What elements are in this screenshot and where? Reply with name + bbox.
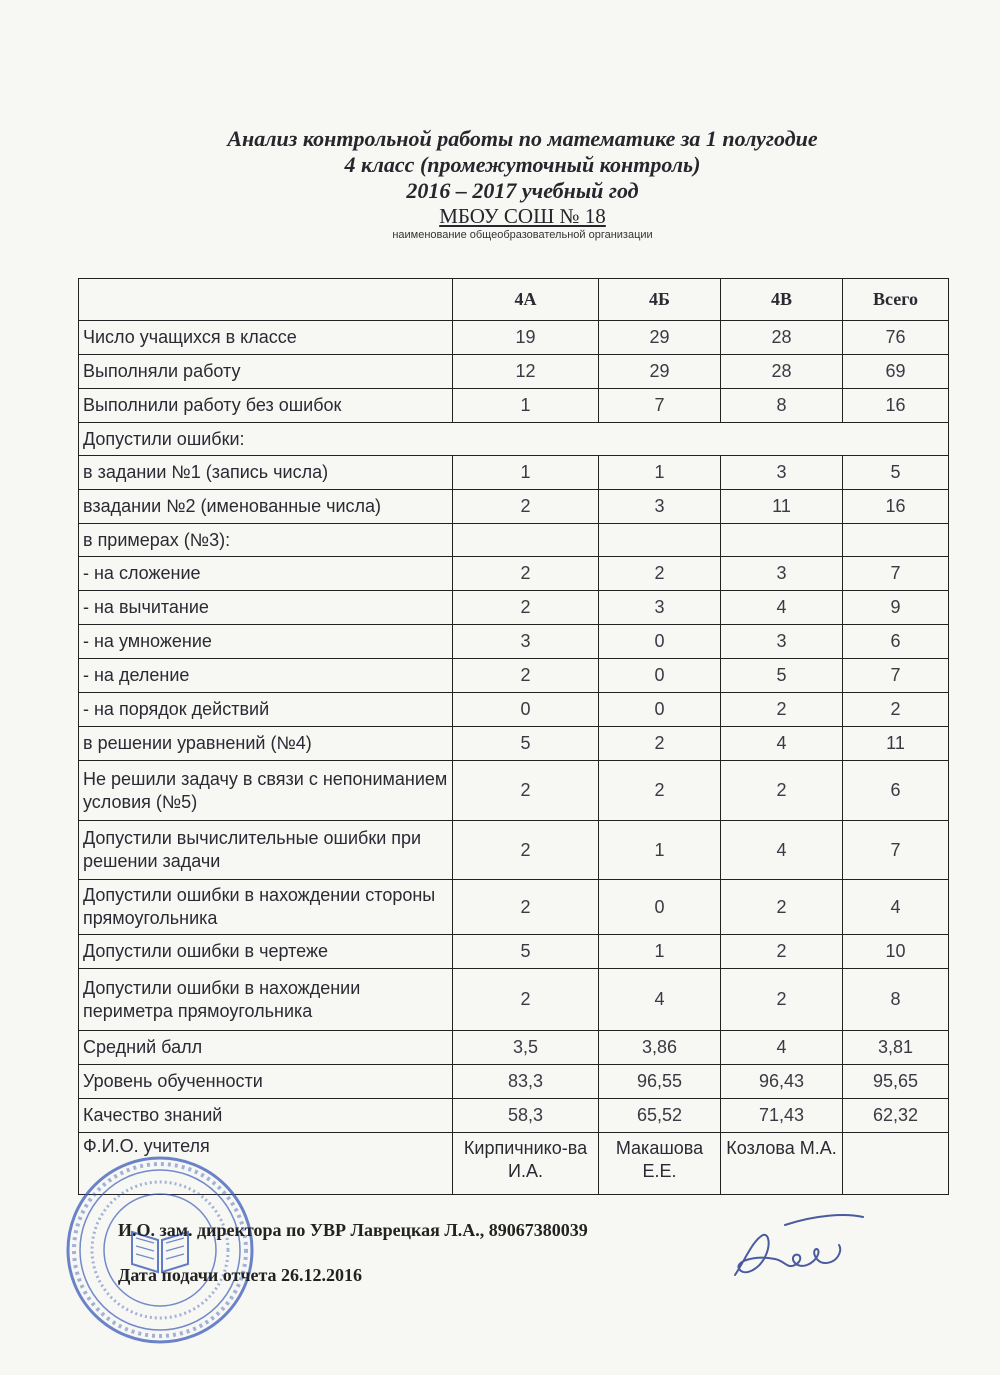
table-cell: 29: [599, 355, 721, 389]
table-cell: 2: [599, 761, 721, 821]
table-cell: 2: [453, 490, 599, 524]
table-cell: 1: [599, 821, 721, 880]
table-cell: 7: [843, 557, 949, 591]
table-cell: 2: [453, 880, 599, 935]
table-row: [79, 727, 949, 761]
table-cell: 3,5: [453, 1031, 599, 1065]
table-cell: 1: [453, 389, 599, 423]
row-label: - на вычитание: [79, 591, 453, 625]
row-label: Допустили ошибки в нахождении периметра прямоугольника: [79, 969, 453, 1031]
row-label: в примерах (№3):: [79, 524, 453, 557]
teacher-name: [843, 1133, 949, 1195]
table-header-row: [79, 279, 949, 321]
table-cell: 2: [843, 693, 949, 727]
row-label: Допустили вычислительные ошибки при решении задачи: [79, 821, 453, 880]
row-label: Допустили ошибки в чертеже: [79, 935, 453, 969]
table-row: [79, 591, 949, 625]
school-year: 2016 – 2017 учебный год: [406, 178, 639, 203]
table-cell: 8: [721, 389, 843, 423]
table-cell: 83,3: [453, 1065, 599, 1099]
table-cell: 2: [599, 727, 721, 761]
teacher-name: Макашова Е.Е.: [599, 1133, 721, 1195]
table-cell: 11: [721, 490, 843, 524]
table-cell: 28: [721, 355, 843, 389]
table-row: [79, 389, 949, 423]
table-cell: 4: [721, 821, 843, 880]
table-cell: 8: [843, 969, 949, 1031]
table-cell: 7: [843, 659, 949, 693]
table-row: [79, 423, 949, 456]
report-date: Дата подачи отчета 26.12.2016: [118, 1265, 363, 1285]
table-cell: 95,65: [843, 1065, 949, 1099]
table-cell: 7: [599, 389, 721, 423]
organization-name: МБОУ СОШ № 18: [439, 204, 606, 228]
table-row: [79, 821, 949, 880]
table-cell: 12: [453, 355, 599, 389]
table-cell: 71,43: [721, 1099, 843, 1133]
table-cell: 2: [453, 591, 599, 625]
table-cell: 1: [453, 456, 599, 490]
table-cell: 3,81: [843, 1031, 949, 1065]
table-cell: [843, 524, 949, 557]
row-label: Качество знаний: [79, 1099, 453, 1133]
column-header: Всего: [843, 279, 949, 321]
table-cell: 11: [843, 727, 949, 761]
table-cell: 5: [453, 727, 599, 761]
table-row: [79, 693, 949, 727]
row-label: Уровень обученности: [79, 1065, 453, 1099]
table-cell: 0: [453, 693, 599, 727]
table-cell: 19: [453, 321, 599, 355]
table-cell: 3: [599, 490, 721, 524]
row-label: в задании №1 (запись числа): [79, 456, 453, 490]
table-cell: 2: [721, 969, 843, 1031]
table-cell: 0: [599, 880, 721, 935]
table-cell: 69: [843, 355, 949, 389]
table-cell: 4: [599, 969, 721, 1031]
row-label: Допустили ошибки в нахождении стороны прямоугольника: [79, 880, 453, 935]
table-cell: 3: [721, 557, 843, 591]
table-cell: [599, 524, 721, 557]
table-cell: 6: [843, 625, 949, 659]
table-cell: 2: [721, 693, 843, 727]
table-cell: 29: [599, 321, 721, 355]
row-label: Выполняли работу: [79, 355, 453, 389]
table-cell: 3: [453, 625, 599, 659]
row-label: Не решили задачу в связи с непониманием условия (№5): [79, 761, 453, 821]
table-row: [79, 935, 949, 969]
table-cell: 96,55: [599, 1065, 721, 1099]
table-cell: 7: [843, 821, 949, 880]
table-cell: 3: [721, 456, 843, 490]
report-subtitle: 4 класс (промежуточный контроль): [344, 152, 701, 177]
table-cell: 96,43: [721, 1065, 843, 1099]
row-label: в решении уравнений (№4): [79, 727, 453, 761]
row-label: Число учащихся в классе: [79, 321, 453, 355]
table-cell: 16: [843, 389, 949, 423]
row-label: - на порядок действий: [79, 693, 453, 727]
row-label: взадании №2 (именованные числа): [79, 490, 453, 524]
table-cell: 4: [721, 1031, 843, 1065]
row-label: Ф.И.О. учителя: [79, 1133, 453, 1195]
column-header: [79, 279, 453, 321]
row-label: - на деление: [79, 659, 453, 693]
results-table: [78, 278, 949, 1195]
title-block: [0, 126, 1000, 242]
row-label: - на умножение: [79, 625, 453, 659]
table-cell: 4: [721, 727, 843, 761]
table-row: [79, 969, 949, 1031]
table-cell: 3: [721, 625, 843, 659]
table-row: [79, 355, 949, 389]
table-cell: 1: [599, 935, 721, 969]
table-cell: 5: [721, 659, 843, 693]
table-cell: 65,52: [599, 1099, 721, 1133]
organization-caption: наименование общеобразовательной организации: [392, 229, 653, 241]
report-title: Анализ контрольной работы по математике за 1 полугодие: [227, 126, 818, 151]
table-cell: [721, 524, 843, 557]
row-label: - на сложение: [79, 557, 453, 591]
table-row: [79, 625, 949, 659]
table-cell: 3: [599, 591, 721, 625]
table-cell: 9: [843, 591, 949, 625]
table-cell: 4: [721, 591, 843, 625]
table-row: [79, 524, 949, 557]
table-row: [79, 1099, 949, 1133]
table-cell: 2: [721, 935, 843, 969]
table-cell: 4: [843, 880, 949, 935]
table-cell: [453, 524, 599, 557]
handwritten-signature: [725, 1205, 870, 1290]
column-header: 4В: [721, 279, 843, 321]
table-cell: 10: [843, 935, 949, 969]
teacher-name: Козлова М.А.: [721, 1133, 843, 1195]
table-cell: 2: [453, 821, 599, 880]
school-seal-stamp: [60, 1150, 260, 1350]
table-cell: 0: [599, 693, 721, 727]
table-row: [79, 659, 949, 693]
table-cell: 2: [599, 557, 721, 591]
row-label: Средний балл: [79, 1031, 453, 1065]
table-row: [79, 880, 949, 935]
table-row: [79, 490, 949, 524]
table-row: [79, 456, 949, 490]
table-cell: 5: [843, 456, 949, 490]
table-cell: 3,86: [599, 1031, 721, 1065]
table-cell: 0: [599, 625, 721, 659]
table-cell: 76: [843, 321, 949, 355]
table-cell: 0: [599, 659, 721, 693]
table-cell: 2: [453, 659, 599, 693]
table-row: [79, 761, 949, 821]
teacher-name: Кирпичнико-ва И.А.: [453, 1133, 599, 1195]
table-cell: 2: [453, 761, 599, 821]
table-cell: 58,3: [453, 1099, 599, 1133]
table-row: [79, 557, 949, 591]
table-cell: 5: [453, 935, 599, 969]
table-row: [79, 1065, 949, 1099]
column-header: 4А: [453, 279, 599, 321]
deputy-director-line: И.О. зам. директора по УВР Лаврецкая Л.А., 89067380039: [118, 1220, 588, 1240]
table-row: [79, 1031, 949, 1065]
table-cell: 28: [721, 321, 843, 355]
table-cell: 6: [843, 761, 949, 821]
row-label: Выполнили работу без ошибок: [79, 389, 453, 423]
table-cell: 2: [453, 557, 599, 591]
table-cell: 16: [843, 490, 949, 524]
table-row: [79, 321, 949, 355]
column-header: 4Б: [599, 279, 721, 321]
table-cell: 1: [599, 456, 721, 490]
table-cell: 62,32: [843, 1099, 949, 1133]
table-cell: 2: [721, 761, 843, 821]
table-cell: 2: [453, 969, 599, 1031]
section-label: Допустили ошибки:: [79, 423, 949, 456]
table-cell: 2: [721, 880, 843, 935]
